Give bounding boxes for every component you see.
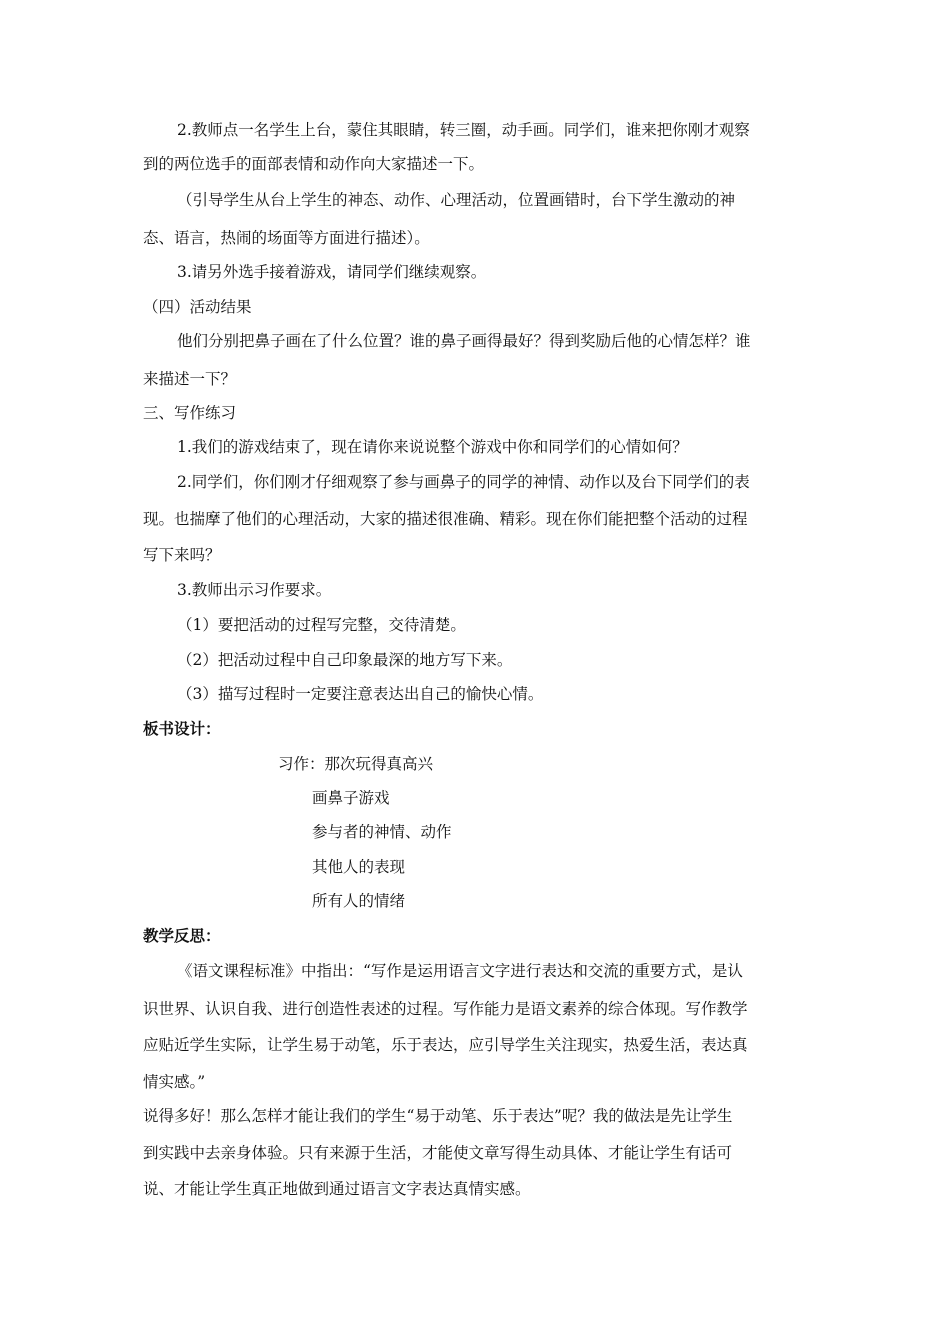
paragraph-line: 情实感。” [143, 1073, 206, 1091]
paragraph-line: 3.教师出示习作要求。 [177, 581, 332, 599]
board-design-item: 其他人的表现 [312, 858, 406, 876]
list-item: （1）要把活动的过程写完整，交待清楚。 [177, 616, 466, 634]
section-heading: 三、写作练习 [143, 404, 237, 422]
paragraph-line: 说得多好！那么怎样才能让我们的学生“易于动笔、乐于表达”呢？我的做法是先让学生 [143, 1107, 733, 1125]
list-item: （2）把活动过程中自己印象最深的地方写下来。 [177, 651, 513, 669]
board-design-title: 习作：那次玩得真高兴 [278, 755, 434, 773]
paragraph-line: 到的两位选手的面部表情和动作向大家描述一下。 [143, 155, 485, 173]
paragraph-line: 写下来吗？ [143, 546, 221, 564]
paragraph-line: 说、才能让学生真正地做到通过语言文字表达真情实感。 [143, 1180, 531, 1198]
paragraph-line: 应贴近学生实际，让学生易于动笔，乐于表达，应引导学生关注现实，热爱生活，表达真 [143, 1036, 748, 1054]
paragraph-line: 到实践中去亲身体验。只有来源于生活，才能使文章写得生动具体、才能让学生有话可 [143, 1144, 733, 1162]
paragraph-line: 3.请另外选手接着游戏，请同学们继续观察。 [177, 263, 487, 281]
board-design-item: 参与者的神情、动作 [312, 823, 452, 841]
paragraph-line: 他们分别把鼻子画在了什么位置？谁的鼻子画得最好？得到奖励后他的心情怎样？谁 [177, 332, 751, 350]
board-design-item: 所有人的情绪 [312, 892, 406, 910]
section-heading: （四）活动结果 [143, 298, 252, 316]
paragraph-line: 1.我们的游戏结束了，现在请你来说说整个游戏中你和同学们的心情如何？ [177, 438, 688, 456]
paragraph-line: 2.同学们，你们刚才仔细观察了参与画鼻子的同学的神情、动作以及台下同学们的表 [177, 473, 750, 491]
paragraph-line: 态、语言，热闹的场面等方面进行描述）。 [143, 229, 430, 247]
paragraph-line: 现。也揣摩了他们的心理活动，大家的描述很准确、精彩。现在你们能把整个活动的过程 [143, 510, 748, 528]
paragraph-line: （引导学生从台上学生的神态、动作、心理活动，位置画错时，台下学生激动的神 [177, 191, 736, 209]
reflection-heading: 教学反思： [143, 926, 221, 945]
paragraph-line: 识世界、认识自我、进行创造性表述的过程。写作能力是语文素养的综合体现。写作教学 [143, 1000, 748, 1018]
paragraph-line: 2.教师点一名学生上台，蒙住其眼睛，转三圈，动手画。同学们，谁来把你刚才观察 [177, 121, 750, 139]
list-item: （3）描写过程时一定要注意表达出自己的愉快心情。 [177, 685, 544, 703]
board-design-item: 画鼻子游戏 [312, 789, 390, 807]
board-design-heading: 板书设计： [143, 719, 221, 738]
paragraph-line: 《语文课程标准》中指出：“写作是运用语言文字进行表达和交流的重要方式，是认 [177, 962, 743, 980]
paragraph-line: 来描述一下？ [143, 370, 237, 388]
